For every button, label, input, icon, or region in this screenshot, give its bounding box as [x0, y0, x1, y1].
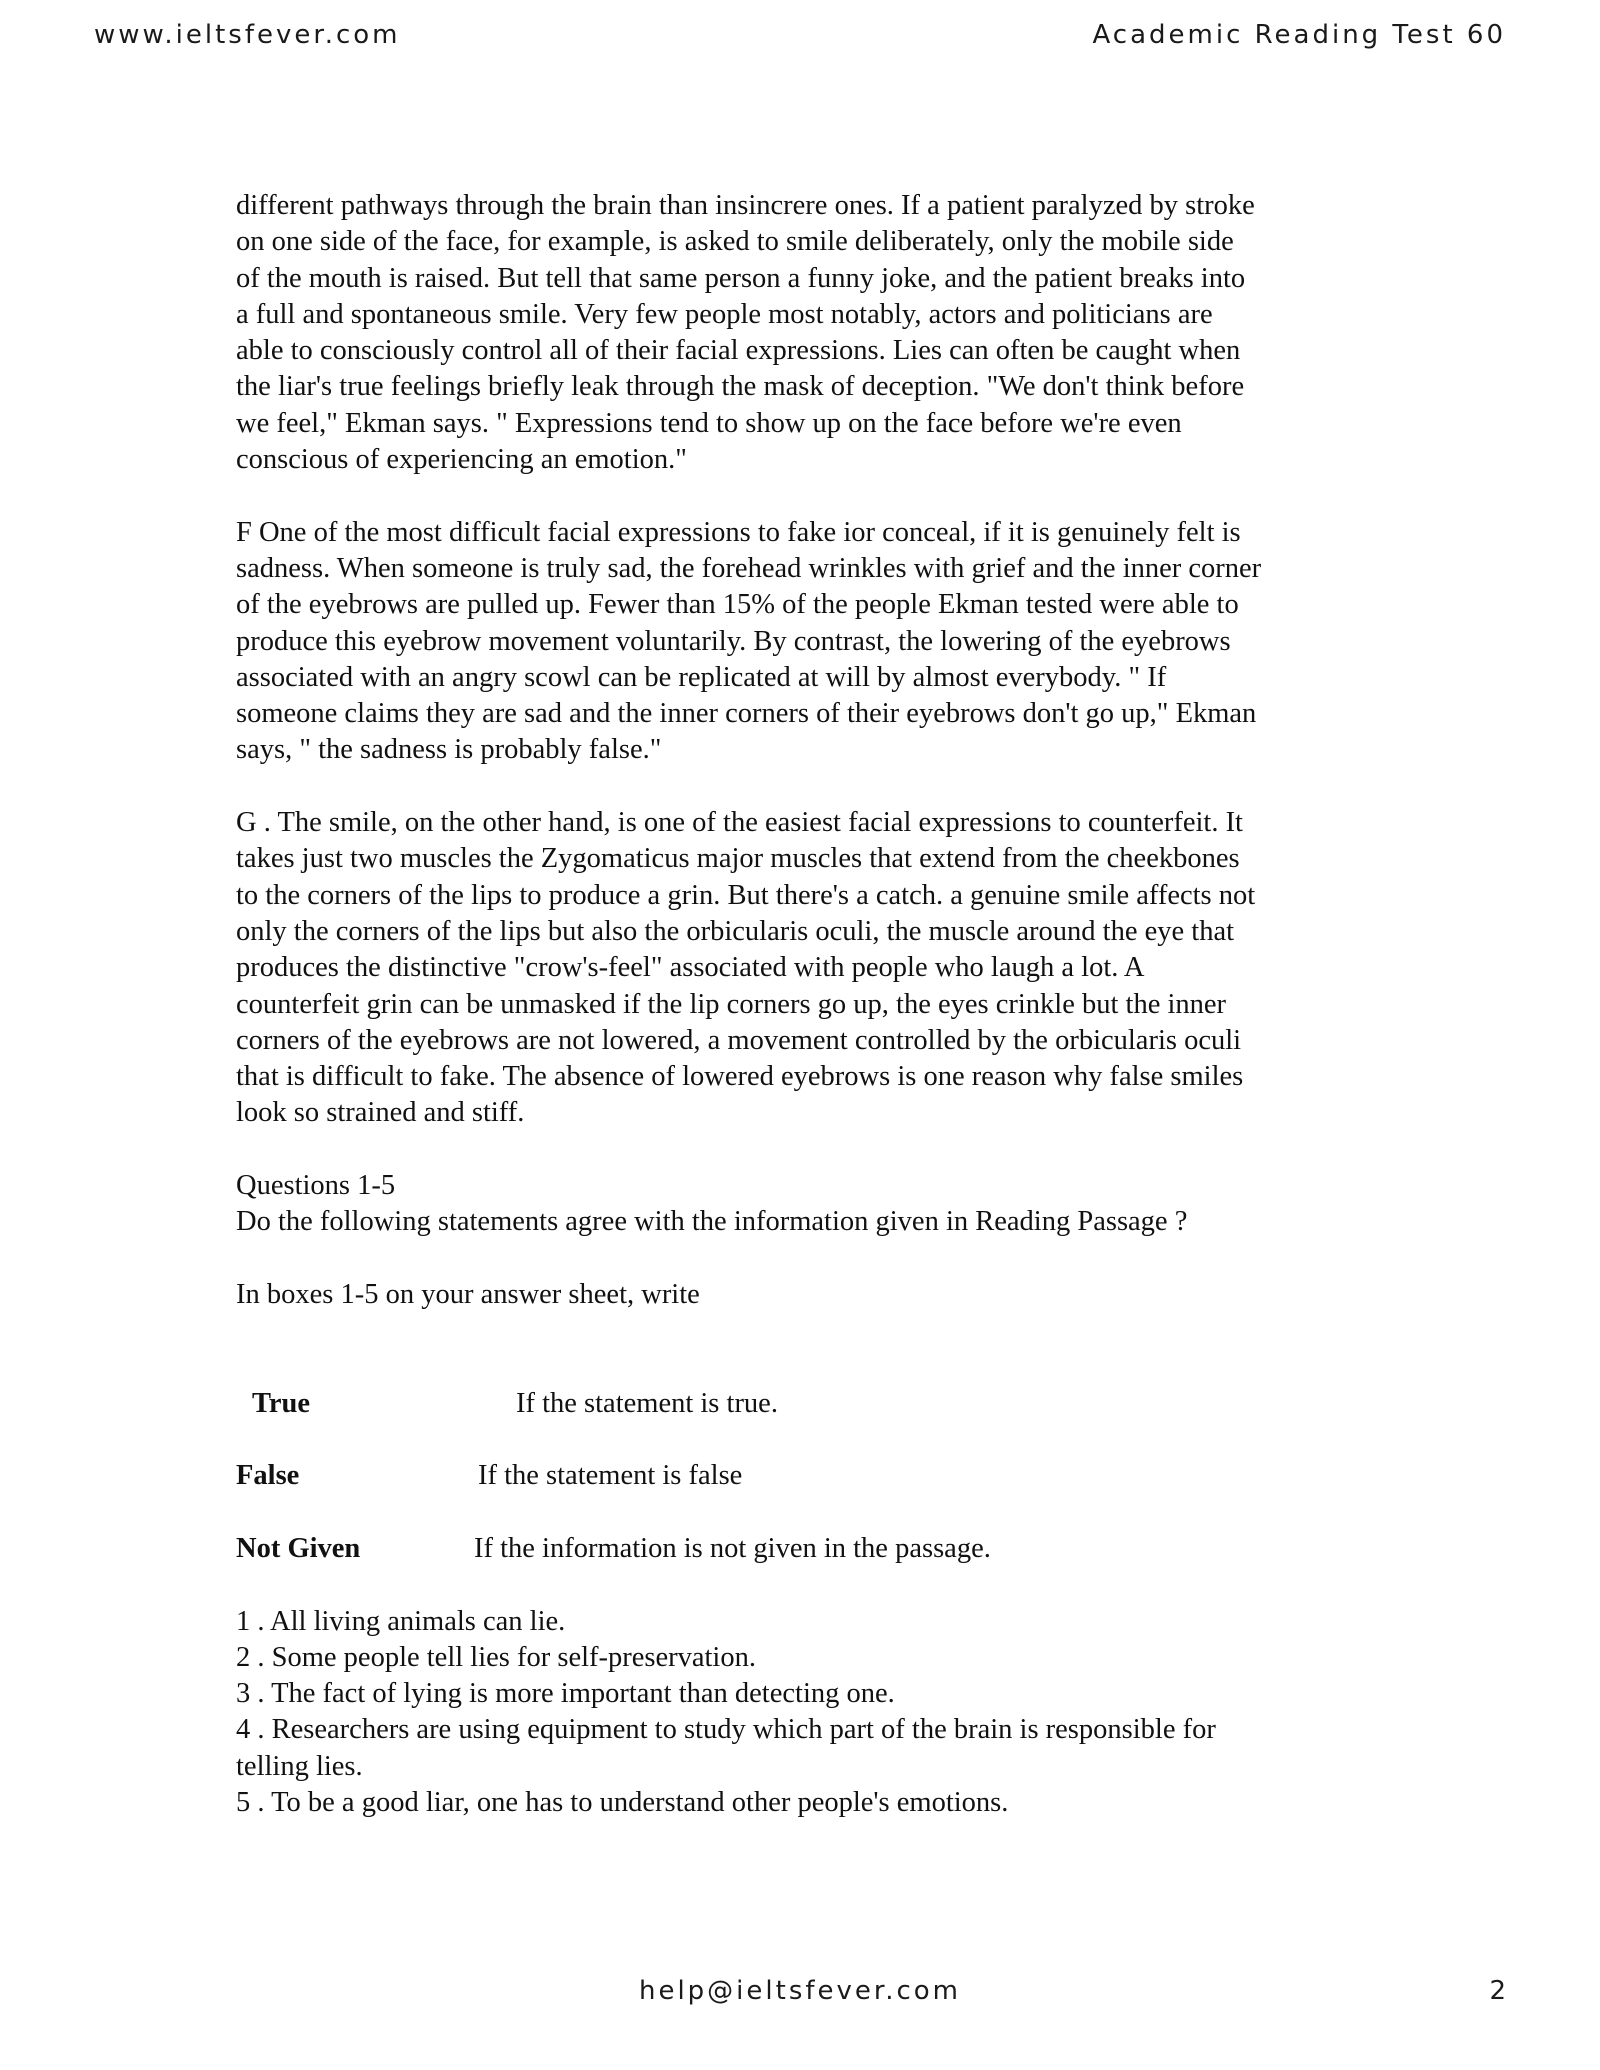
definition-description: If the statement is false [478, 1460, 743, 1492]
question-item: 1 . All living animals can lie. [236, 1605, 566, 1637]
definition-description: If the information is not given in the passage. [474, 1532, 991, 1564]
questions-instruction: Do the following statements agree with the information given in Reading Passage ? [236, 1206, 1188, 1238]
passage-paragraph-e-continued: different pathways through the brain than insincrere ones. If a patient paralyzed by stroke on one side of the face, for example, is asked to smile deliberately, only the mobile side of the mouth is raised. But tell that same person a funny joke, and the patient breaks into a full and spontaneous smile. Very few people most notably, actors and politicians are able to consciously control all of their facial expressions. Lies can often be caught when the liar's true feelings briefly leak through the mask of deception. "We don't think before we feel," Ekman says. " Expressions tend to show up on the face before we're even conscious of experiencing an emotion." [236, 190, 1255, 476]
definition-term: True [252, 1387, 311, 1419]
definition-row-false [236, 1458, 1396, 1494]
questions-heading: Questions 1-5 [236, 1170, 396, 1202]
definition-description: If the statement is true. [516, 1387, 778, 1419]
page-number: 2 [1489, 1976, 1506, 2006]
question-item: 5 . To be a good liar, one has to understand other people's emotions. [236, 1787, 1009, 1819]
definition-term: Not Given [236, 1532, 361, 1564]
question-item: 4 . Researchers are using equipment to study which part of the brain is responsible for telling lies. [236, 1714, 1216, 1782]
write-instruction: In boxes 1-5 on your answer sheet, write [236, 1278, 700, 1310]
page-content [236, 188, 1396, 1821]
test-title: Academic Reading Test 60 [1092, 20, 1506, 50]
site-url: www.ieltsfever.com [94, 20, 401, 50]
question-item: 3 . The fact of lying is more important than detecting one. [236, 1678, 895, 1710]
definition-row-true [236, 1386, 1396, 1422]
question-list [236, 1604, 1396, 1822]
passage-paragraph-f: F One of the most difficult facial expressions to fake ior conceal, if it is genuinely felt is sadness. When someone is truly sad, the forehead wrinkles with grief and the inner corner of the eyebrows are pulled up. Fewer than 15% of the people Ekman tested were able to produce this eyebrow movement voluntarily. By contrast, the lowering of the eyebrows associated with an angry scowl can be replicated at will by almost everybody. " If someone claims they are sad and the inner corners of their eyebrows don't go up," Ekman says, " the sadness is probably false." [236, 516, 1262, 766]
definition-term: False [236, 1460, 300, 1492]
footer-email: help@ieltsfever.com [638, 1976, 961, 2006]
definition-row-not-given [236, 1531, 1396, 1567]
answer-key-definitions [236, 1386, 1396, 1567]
passage-paragraph-g: G . The smile, on the other hand, is one of the easiest facial expressions to counterfeit. It takes just two muscles the Zygomaticus major muscles that extend from the cheekbones to the corners of the lips to produce a grin. But there's a catch. a genuine smile affects not only the corners of the lips but also the orbicularis oculi, the muscle around the eye that produces the distinctive "crow's-feel" associated with people who laugh a lot. A counterfeit grin can be unmasked if the lip corners go up, the eyes crinkle but the inner corners of the eyebrows are not lowered, a movement controlled by the orbicularis oculi that is difficult to fake. The absence of lowered eyebrows is one reason why false smiles look so strained and stiff. [236, 807, 1256, 1129]
question-item: 2 . Some people tell lies for self-preservation. [236, 1641, 756, 1673]
